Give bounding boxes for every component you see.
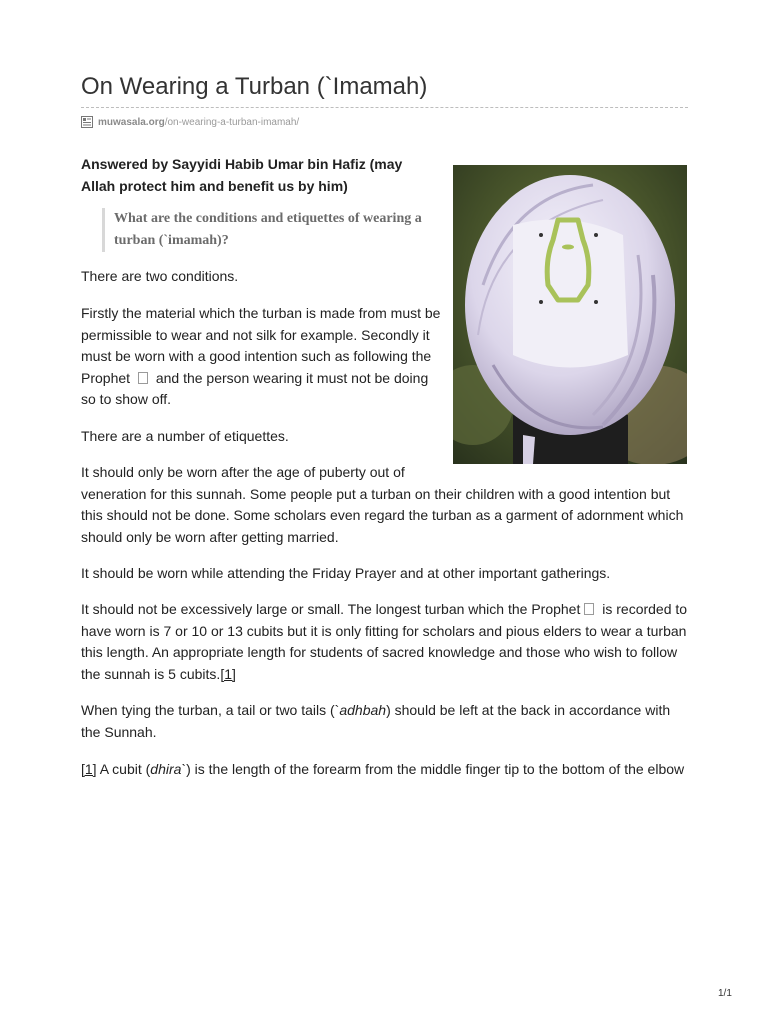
paragraph-conditions-intro: There are two conditions. — [81, 268, 239, 284]
footnote-ref-link[interactable]: [1] — [220, 665, 236, 682]
paragraph-conditions-text-b: and the person wearing it must not be doing so to show off. — [81, 369, 429, 407]
paragraph-puberty-text-b: veneration for this sunnah. Some people put a turban on their children with a good intention but this should not be done. Some scholars even regard the turban as a garment of adornment which should only be worn after getting married. — [81, 485, 684, 545]
missing-glyph-icon — [584, 603, 594, 615]
paragraph-tails — [81, 700, 688, 743]
footnote — [81, 759, 688, 781]
source-line — [81, 115, 299, 129]
paragraph-tails-term: adhbah — [339, 702, 387, 718]
missing-glyph-icon — [138, 372, 148, 384]
paragraph-tails-text-b: ) should be left at the back in accordance with the Sunnah. — [81, 702, 671, 740]
paragraph-puberty — [81, 462, 688, 548]
turban-photo — [453, 165, 687, 464]
paragraph-friday-prayer: It should be worn while attending the Friday Prayer and at other important gatherings. — [81, 565, 611, 581]
question-blockquote: What are the conditions and etiquettes of wearing a turban (`imamah)? — [102, 208, 454, 252]
footnote-text-a: A cubit ( — [99, 761, 151, 777]
paragraph-etiquettes-intro: There are a number of etiquettes. — [81, 428, 289, 444]
page-number: 1/1 — [718, 988, 732, 999]
page-title: On Wearing a Turban (`Imamah) — [81, 73, 428, 100]
byline: Answered by Sayyidi Habib Umar bin Hafiz (may Allah protect him and benefit us by him) — [81, 156, 403, 194]
paragraph-conditions — [81, 303, 441, 411]
source-domain-link[interactable]: muwasala.org — [98, 116, 165, 128]
paragraph-tails-text-a: When tying the turban, a tail or two tails (` — [81, 702, 340, 718]
footnote-text-b: ) is the length of the forearm from the middle finger tip to the bottom of the elbow — [186, 761, 685, 777]
document-icon — [81, 116, 93, 128]
footnote-term: dhira` — [150, 761, 187, 777]
paragraph-length-text-a: It should not be excessively large or small. The longest turban which the Prophet — [81, 601, 581, 617]
source-path-link[interactable]: /on-wearing-a-turban-imamah/ — [164, 116, 300, 128]
paragraph-length — [81, 599, 688, 685]
footnote-label-link[interactable]: [1] — [81, 761, 97, 777]
paragraph-conditions-text-a: Firstly the material which the turban is made from must be permissible to wear and not silk for example. Secondly it must be worn with a good intention such as following the Prophet — [81, 305, 441, 386]
paragraph-puberty-text-a: It should only be worn after the age of puberty out of — [81, 464, 405, 480]
title-divider — [81, 107, 688, 108]
paragraph-length-text-b: is recorded to have worn is 7 or 10 or 13 cubits but it is only fitting for scholars and pious elders to wear a turban this length. An appropriate length for students of sacred knowledge and those who wish to follow the sunnah is 5 cubits. — [81, 601, 688, 682]
